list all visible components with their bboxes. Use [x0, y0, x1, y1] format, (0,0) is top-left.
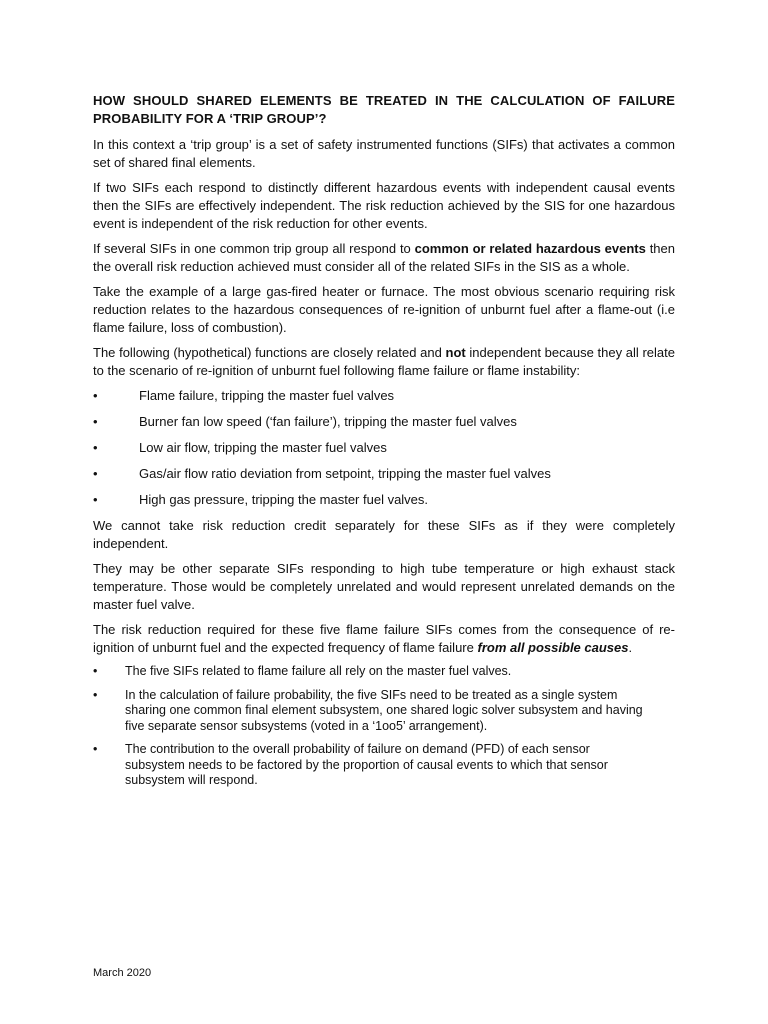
bullet-icon: • [93, 388, 98, 403]
list-item: • The five SIFs related to flame failure all rely on the master fuel valves. [93, 664, 512, 678]
list-item: • Flame failure, tripping the master fuel valves [93, 388, 395, 403]
paragraph-heater-example: Take the example of a large gas-fired heater or furnace. The most obvious scenario requiring risk reduction relates to the hazardous consequences of re-ignition of unburnt fuel after a flame-out (i.e flame failure, loss of combustion). [93, 284, 675, 335]
list-item: • The contribution to the overall probability of failure on demand (PFD) of each sensor subsystem needs to be factored by the proportion of causal events to which that sensor subsystem will respond. [93, 742, 608, 787]
paragraph-independent-sifs: If two SIFs each respond to distinctly different hazardous events with independent causal events then the SIFs are effectively independent. The risk reduction achieved by the SIS for one hazardous event is independent of the risk reduction for other events. [93, 180, 675, 231]
document-body [93, 92, 675, 797]
paragraph-trip-group-definition: In this context a ‘trip group’ is a set of safety instrumented functions (SIFs) that activates a common set of shared final elements. [93, 137, 675, 170]
list-item: • High gas pressure, tripping the master fuel valves. [93, 492, 429, 507]
document-heading: HOW SHOULD SHARED ELEMENTS BE TREATED IN THE CALCULATION OF FAILURE PROBABILITY FOR A ‘TRIP GROUP’? [93, 93, 675, 126]
emphasis-common-related-events: common or related hazardous events [414, 241, 646, 256]
bullet-icon: • [93, 440, 98, 455]
list-item: • Burner fan low speed (‘fan failure’), tripping the master fuel valves [93, 414, 517, 429]
bullet-icon: • [93, 742, 98, 756]
paragraph-no-separate-credit: We cannot take risk reduction credit separately for these SIFs as if they were completely independent. [93, 518, 675, 551]
list-calculation-notes [93, 664, 675, 789]
list-item: • Gas/air flow ratio deviation from setpoint, tripping the master fuel valves [93, 466, 551, 481]
bullet-icon: • [93, 687, 98, 702]
bullet-icon: • [93, 664, 98, 678]
paragraph-related-functions: The following (hypothetical) functions are closely related and not independent because they all relate to the scenario of re-ignition of unburnt fuel following flame failure or flame instability: [93, 345, 675, 378]
bullet-icon: • [93, 466, 98, 481]
list-item: • In the calculation of failure probability, the five SIFs need to be treated as a single system sharing one common final element subsystem, one shared logic solver subsystem and having five separate sensor subsystems (voted in a ‘1oo5’ arrangement). [93, 687, 643, 733]
bullet-icon: • [93, 414, 98, 429]
emphasis-not: not [445, 345, 466, 360]
paragraph-common-hazardous-events: If several SIFs in one common trip group all respond to common or related hazardous events then the overall risk reduction achieved must consider all of the related SIFs in the SIS as a whole. [93, 241, 675, 274]
emphasis-all-possible-causes: from all possible causes [477, 640, 629, 655]
bullet-icon: • [93, 492, 98, 507]
list-related-functions [93, 387, 675, 509]
list-item: • Low air flow, tripping the master fuel valves [93, 440, 387, 455]
paragraph-risk-reduction-required: The risk reduction required for these five flame failure SIFs comes from the consequence of re-ignition of unburnt fuel and the expected frequency of flame failure from all possible causes. [93, 622, 675, 655]
footer-date: March 2020 [93, 967, 152, 979]
paragraph-unrelated-sifs: They may be other separate SIFs responding to high tube temperature or high exhaust stack temperature. Those would be completely unrelated and would represent unrelated demands on the master fuel valve. [93, 561, 675, 612]
